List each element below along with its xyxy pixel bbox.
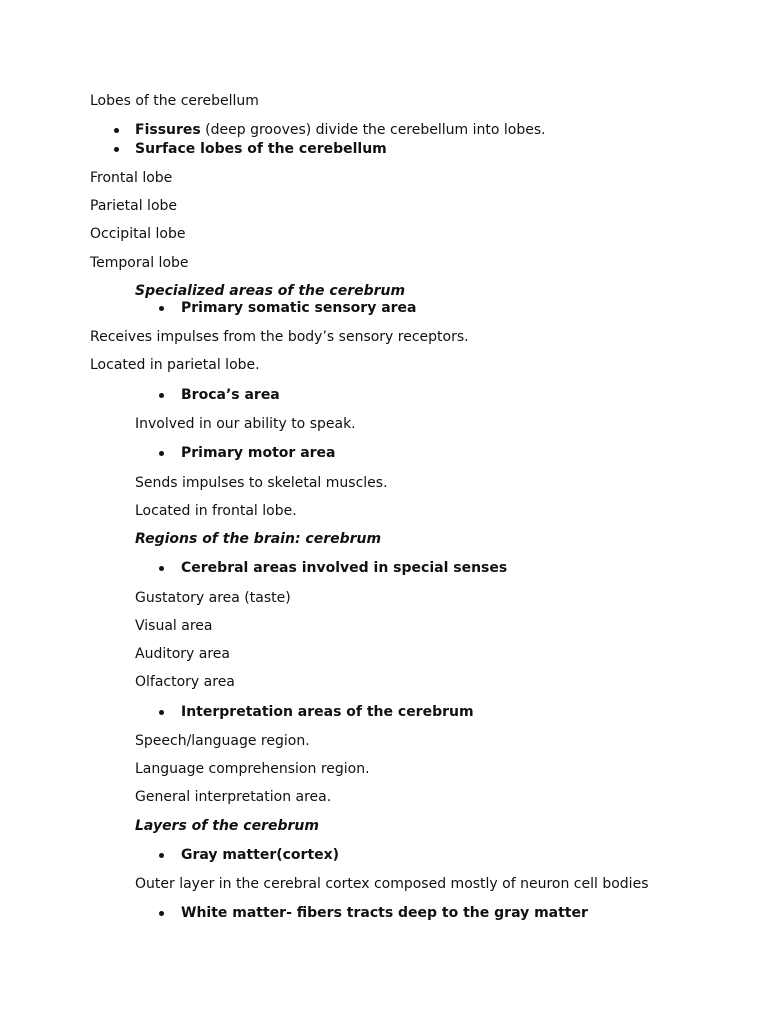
lobe-item: Occipital lobe — [90, 226, 186, 242]
bullet-white-matter: White matter- fibers tracts deep to the gray matter — [181, 905, 588, 921]
bullet-dot — [159, 451, 164, 456]
bullet-gray-matter: Gray matter(cortex) — [181, 847, 340, 863]
bullet-dot — [159, 710, 164, 715]
bullet-broca: Broca’s area — [181, 387, 280, 403]
lobe-item: Frontal lobe — [90, 170, 173, 186]
bullet-somatic-sensory: Primary somatic sensory area — [181, 300, 417, 316]
bullet-dot — [114, 147, 119, 152]
text-line: Olfactory area — [135, 674, 235, 690]
section-title: Lobes of the cerebellum — [90, 93, 259, 109]
text-line: Visual area — [135, 618, 213, 634]
bullet-dot — [159, 853, 164, 858]
text-line: Receives impulses from the body’s sensory receptors. — [90, 329, 469, 345]
bullet-fissures — [135, 121, 546, 139]
bullet-dot — [114, 128, 119, 133]
bullet-text: (deep grooves) divide the cerebellum into lobes. — [200, 122, 546, 138]
lobe-item: Temporal lobe — [90, 255, 189, 271]
text-line: Involved in our ability to speak. — [135, 416, 356, 432]
text-line: General interpretation area. — [135, 789, 332, 805]
text-line: Located in parietal lobe. — [90, 357, 260, 373]
text-line: Located in frontal lobe. — [135, 503, 297, 519]
bullet-bold-text: Fissures — [135, 122, 201, 138]
bullet-dot — [159, 306, 164, 311]
heading-layers-cerebrum: Layers of the cerebrum — [135, 818, 319, 834]
text-line: Gustatory area (taste) — [135, 590, 291, 606]
heading-regions-cerebrum: Regions of the brain: cerebrum — [135, 531, 382, 547]
text-line: Auditory area — [135, 646, 230, 662]
bullet-dot — [159, 911, 164, 916]
bullet-interpretation-areas: Interpretation areas of the cerebrum — [181, 704, 474, 720]
lobe-item: Parietal lobe — [90, 198, 178, 214]
bullet-special-senses: Cerebral areas involved in special senses — [181, 560, 508, 576]
heading-specialized-areas: Specialized areas of the cerebrum — [135, 283, 406, 299]
text-line: Speech/language region. — [135, 733, 310, 749]
text-line: Sends impulses to skeletal muscles. — [135, 475, 388, 491]
bullet-surface-lobes: Surface lobes of the cerebellum — [135, 141, 387, 157]
bullet-primary-motor: Primary motor area — [181, 445, 336, 461]
bullet-dot — [159, 566, 164, 571]
text-line: Outer layer in the cerebral cortex composed mostly of neuron cell bodies — [135, 876, 649, 892]
text-line: Language comprehension region. — [135, 761, 370, 777]
bullet-dot — [159, 393, 164, 398]
